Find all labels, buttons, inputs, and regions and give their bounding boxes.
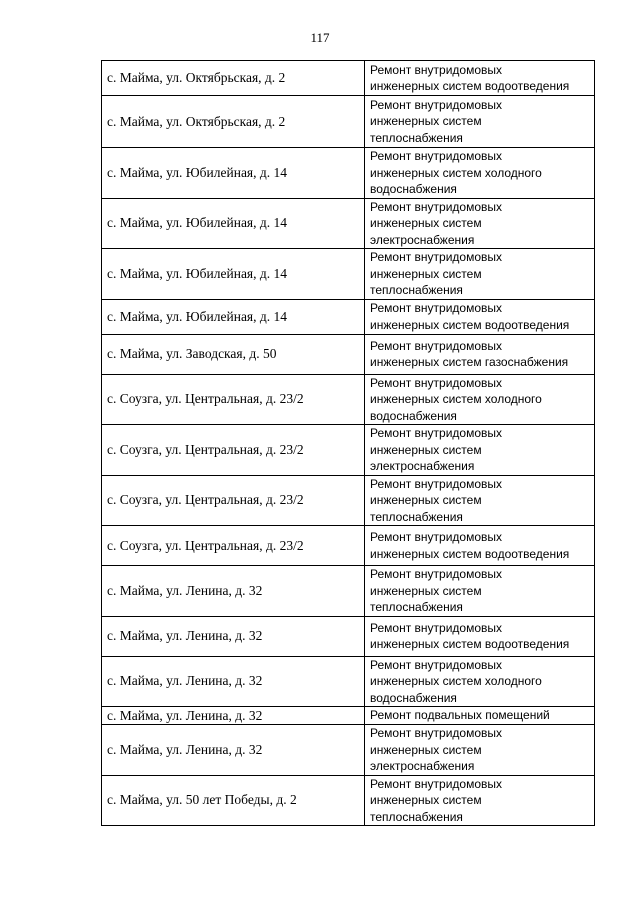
work-type-cell	[365, 249, 595, 300]
work-type-line: инженерных систем водоотведения	[370, 546, 570, 561]
address-cell: с. Майма, ул. 50 лет Победы, д. 2	[102, 775, 365, 826]
work-type-line: Ремонт внутридомовых	[370, 250, 503, 264]
work-type-line: инженерных систем	[370, 442, 482, 457]
work-type-line: инженерных систем водоотведения	[370, 637, 570, 651]
address-cell: с. Майма, ул. Юбилейная, д. 14	[102, 249, 365, 300]
address-cell: с. Соузга, ул. Центральная, д. 23/2	[102, 526, 365, 566]
work-type-cell	[365, 656, 595, 707]
work-type-line: водоснабжения	[370, 690, 457, 705]
work-type-cell	[365, 299, 595, 334]
work-type-line: Ремонт внутридомовых	[370, 530, 503, 544]
address-cell: с. Майма, ул. Юбилейная, д. 14	[102, 148, 365, 199]
work-type-line: электроснабжения	[370, 232, 475, 247]
table-row	[102, 707, 595, 725]
work-type-line: Ремонт внутридомовых	[370, 62, 503, 77]
address-cell: с. Майма, ул. Октябрьская, д. 2	[102, 96, 365, 148]
work-type-line: Ремонт внутридомовых	[370, 338, 503, 353]
table-row	[102, 526, 595, 566]
work-type-line: Ремонт внутридомовых	[370, 426, 503, 440]
address-cell: с. Соузга, ул. Центральная, д. 23/2	[102, 425, 365, 476]
work-type-line: Ремонт внутридомовых	[370, 476, 503, 491]
work-type-line: электроснабжения	[370, 459, 475, 473]
work-type-line: инженерных систем	[370, 793, 482, 807]
table-row	[102, 299, 595, 334]
address-cell: с. Майма, ул. Октябрьская, д. 2	[102, 61, 365, 96]
address-cell: с. Соузга, ул. Центральная, д. 23/2	[102, 374, 365, 425]
work-type-line: инженерных систем	[370, 266, 482, 281]
work-type-line: Ремонт внутридомовых	[370, 726, 503, 740]
table-row	[102, 61, 595, 96]
address-cell: с. Майма, ул. Ленина, д. 32	[102, 656, 365, 707]
work-type-line: Ремонт внутридомовых	[370, 620, 503, 635]
work-type-line: Ремонт внутридомовых	[370, 97, 503, 112]
table-row	[102, 198, 595, 249]
work-type-cell	[365, 566, 595, 617]
work-type-line: инженерных систем водоотведения	[370, 79, 570, 93]
work-type-line: Ремонт внутридомовых	[370, 567, 503, 581]
work-type-cell	[365, 725, 595, 776]
work-type-line: инженерных систем газоснабжения	[370, 355, 569, 369]
table-row	[102, 425, 595, 476]
work-type-cell	[365, 616, 595, 656]
address-cell: с. Майма, ул. Юбилейная, д. 14	[102, 299, 365, 334]
table-row	[102, 334, 595, 374]
table-row	[102, 249, 595, 300]
work-type-line: теплоснабжения	[370, 130, 463, 145]
works-table	[101, 60, 595, 826]
work-type-cell	[365, 425, 595, 476]
table-row	[102, 374, 595, 425]
work-type-cell	[365, 526, 595, 566]
address-cell: с. Майма, ул. Ленина, д. 32	[102, 725, 365, 776]
work-type-cell	[365, 374, 595, 425]
work-type-cell	[365, 198, 595, 249]
work-type-line: инженерных систем холодного	[370, 392, 542, 406]
work-type-line: Ремонт внутридомовых	[370, 199, 503, 214]
address-cell: с. Майма, ул. Ленина, д. 32	[102, 707, 365, 725]
work-type-cell	[365, 61, 595, 96]
work-type-line: инженерных систем водоотведения	[370, 317, 570, 332]
page-number: 117	[310, 30, 330, 45]
work-type-line: инженерных систем холодного	[370, 674, 542, 688]
work-type-line: инженерных систем	[370, 114, 482, 129]
work-type-line: инженерных систем холодного	[370, 165, 542, 180]
work-type-line: инженерных систем	[370, 493, 482, 507]
work-type-line: электроснабжения	[370, 759, 475, 773]
work-type-cell	[365, 148, 595, 199]
table-row	[102, 725, 595, 776]
address-cell: с. Майма, ул. Ленина, д. 32	[102, 566, 365, 617]
work-type-line: инженерных систем	[370, 583, 482, 598]
work-type-line: водоснабжения	[370, 408, 457, 423]
work-type-cell	[365, 707, 595, 725]
work-type-line: Ремонт внутридомовых	[370, 776, 503, 791]
works-table-body	[102, 61, 595, 826]
address-cell: с. Майма, ул. Ленина, д. 32	[102, 616, 365, 656]
work-type-cell	[365, 334, 595, 374]
table-row	[102, 775, 595, 826]
work-type-cell	[365, 96, 595, 148]
work-type-line: Ремонт внутридомовых	[370, 301, 503, 315]
work-type-line: теплоснабжения	[370, 509, 463, 524]
work-type-line: Ремонт внутридомовых	[370, 149, 503, 163]
table-row	[102, 566, 595, 617]
work-type-line: теплоснабжения	[370, 809, 463, 824]
work-type-line: водоснабжения	[370, 182, 457, 196]
work-type-cell	[365, 775, 595, 826]
work-type-line: теплоснабжения	[370, 600, 463, 614]
address-cell: с. Соузга, ул. Центральная, д. 23/2	[102, 475, 365, 526]
table-row	[102, 96, 595, 148]
work-type-line: Ремонт внутридомовых	[370, 657, 503, 672]
table-row	[102, 148, 595, 199]
table-row	[102, 656, 595, 707]
work-type-cell	[365, 475, 595, 526]
work-type-line: теплоснабжения	[370, 283, 463, 297]
work-type-line: Ремонт подвальных помещений	[370, 708, 550, 723]
work-type-line: инженерных систем	[370, 742, 482, 757]
address-cell: с. Майма, ул. Юбилейная, д. 14	[102, 198, 365, 249]
work-type-line: Ремонт внутридомовых	[370, 375, 503, 390]
work-type-line: инженерных систем	[370, 216, 482, 230]
table-row	[102, 616, 595, 656]
table-row	[102, 475, 595, 526]
address-cell: с. Майма, ул. Заводская, д. 50	[102, 334, 365, 374]
